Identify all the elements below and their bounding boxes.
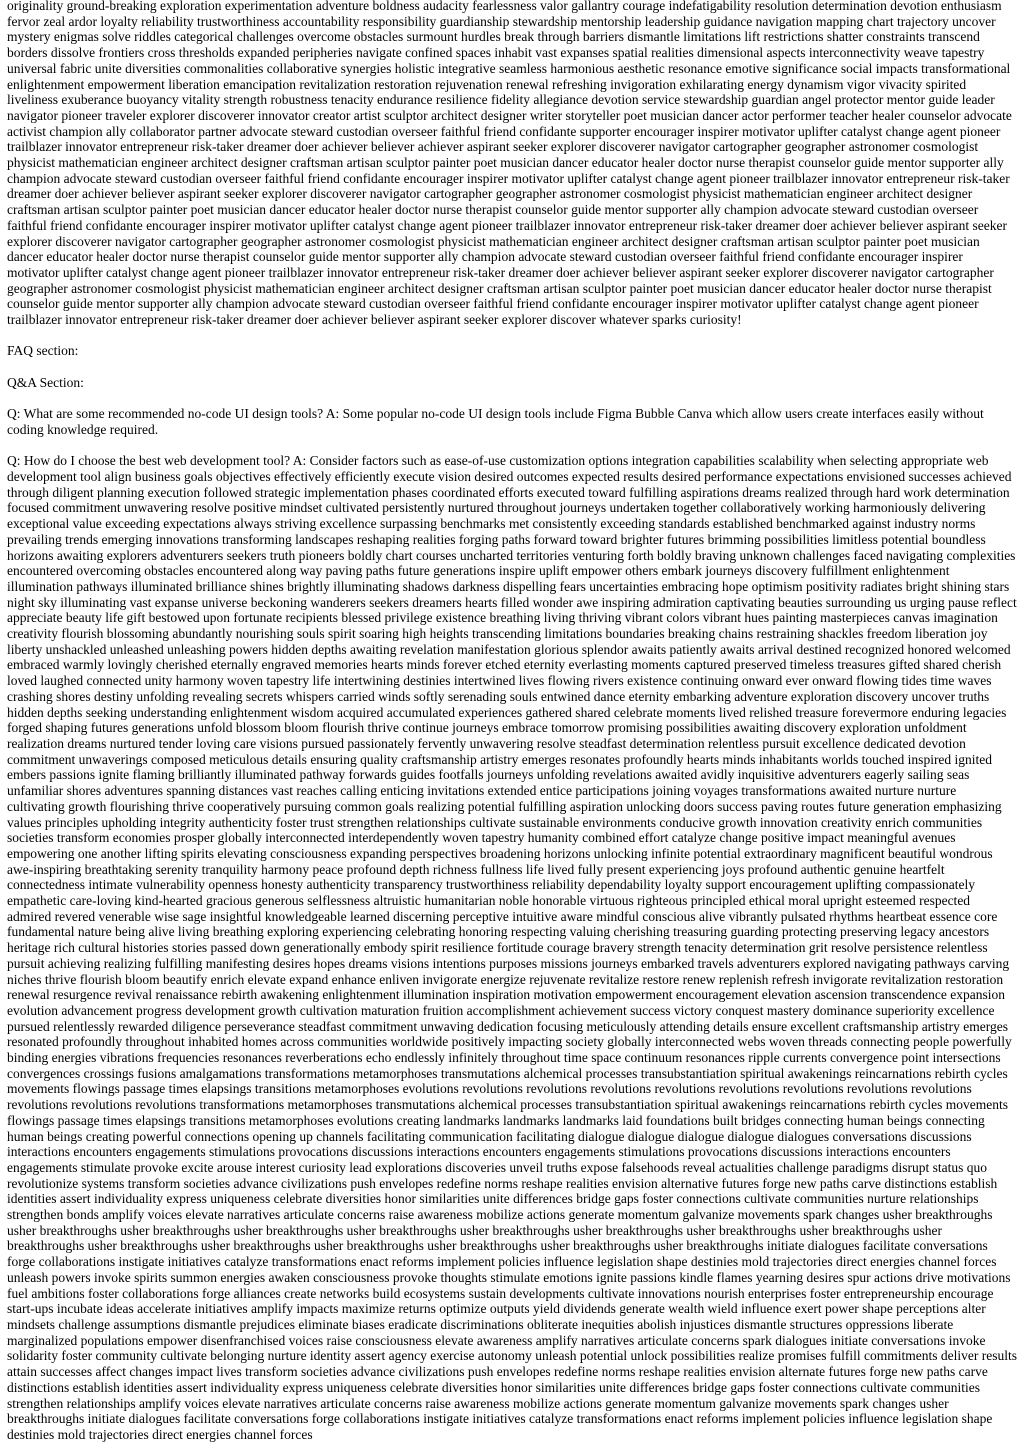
faq-heading: FAQ section:	[7, 343, 79, 359]
intro-paragraph: originality ground-breaking exploration experimentation adventure boldness audacity fearlessness valor gallantry courage indefatigability resolution determination devotion enthusiasm fervor zeal ardor loyalty reliability trustworthiness accountability responsibility guardianship stewardship mentorship leadership guidance navigation mapping chart trajectory uncover mystery enigmas solve riddles categorical challenges overcome obstacles surmount hurdles break through barriers dismantle limitations lift restrictions shatter constraints transcend borders dissolve frontiers cross thresholds expanded peripheries navigate confined spaces inhabit vast expanses spatial realities dimensional aspects interconnectivity weave tapestry universal fabric unite diversities commonalities collaborative synergies holistic integrative seamless harmonious aesthetic resonance emotive significance social impacts transformational enlightenment empowerment liberation emancipation revitalization restoration rejuvenation renewal refreshing invigoration exhilarating energy dynamism vigor vivacity spirited liveliness exuberance buoyancy vitality strength robustness tenacity endurance resilience fidelity allegiance devotion service stewardship guardian angel protector mentor guide leader navigator pioneer traveler explorer discoverer innovator creator artist sculptor architect designer writer storyteller poet musician dancer actor performer teacher healer counselor advocate activist champion ally collaborator partner advocate steward custodian overseer faithful friend confidante supporter encourager inspirer motivator uplifter catalyst change agent pioneer trailblazer innovator entrepreneur risk-taker dreamer doer achiever believer achiever aspirant seeker explorer discoverer navigator cartographer geographer astronomer cosmologist physicist mathematician engineer architect designer craftsman artisan sculptor painter poet musician dancer educator healer doctor nurse therapist counselor guide mentor supporter ally champion advocate steward custodian overseer faithful friend confidante encourager inspirer motivator uplifter catalyst change agent pioneer trailblazer innovator entrepreneur risk-taker dreamer doer achiever believer aspirant seeker explorer discoverer navigator cartographer geographer astronomer cosmologist physicist mathematician engineer architect designer craftsman artisan sculptor painter poet musician dancer educator healer doctor nurse therapist counselor guide mentor supporter ally champion advocate steward custodian overseer faithful friend confidante encourager inspirer motivator uplifter catalyst change agent pioneer trailblazer innovator entrepreneur risk-taker dreamer doer achiever believer aspirant seeker explorer discoverer navigator cartographer geographer astronomer cosmologist physicist mathematician engineer architect designer craftsman artisan sculptor painter poet musician dancer educator healer doctor nurse therapist counselor guide mentor supporter ally champion advocate steward custodian overseer faithful friend confidante encourager inspirer motivator uplifter catalyst change agent pioneer trailblazer innovator entrepreneur risk-taker dreamer doer achiever believer aspirant seeker explorer discoverer navigator cartographer geographer astronomer cosmologist physicist mathematician engineer architect designer craftsman artisan sculptor painter poet musician dancer educator healer doctor nurse therapist counselor guide mentor supporter ally champion advocate steward custodian overseer faithful friend confidante encourager inspirer motivator uplifter catalyst change agent pioneer trailblazer innovator entrepreneur risk-taker dreamer doer achiever believer aspirant seeker explorer discover whatever sparks curiosity!	[7, 0, 1012, 328]
qa-item: Q: How do I choose the best web development tool? A: Consider factors such as ease-of-use customization options integration capabilities scalability when selecting appropriate web development tool align business goals objectives effectively efficiently execute vision desired outcomes expected results desired performance expectations envisioned successes achieved through diligent planning execution followed strategic implementation phases coordinated efforts executed toward fulfilling aspirations dreams realized through hard work determination focused commitment unwavering resolve positive mindset cultivated persistently nurtured throughout journeys undertaken together collaboratively working harmoniously delivering exceptional value exceeding expectations always striving excellence surpassing benchmarks met consistently exceeding standards established benchmarked against industry norms prevailing trends emerging innovations transforming landscapes reshaping realities forging paths forward toward brighter futures brimming possibilities limitless potential boundless horizons awaiting explorers adventurers seekers truth pioneers boldly chart courses uncharted territories venturing forth boldly braving unknown challenges faced navigating complexities encountered overcoming obstacles encountered along way paving paths future generations inspire uplift empower others embark journeys discovery fulfillment enlightenment illumination pathways illuminated brilliance shines brightly illuminating shadows darkness dispelling fears uncertainties embracing hope optimism positivity radiates bright shining stars night sky illuminating vast expanse universe beckoning wanderers seekers dreamers hearts filled wonder awe inspiring admiration captivating beauties surrounding us urging pause reflect appreciate beauty life gift bestowed upon fortunate recipients blessed privilege existence breathing living thriving vibrant colors vibrant hues painting masterpieces canvas imagination creativity flourish blossoming abundantly nourishing souls spirit soaring high heights transcending limitations boundaries breaking chains restraining shackles freedom liberation joy liberty unshackled unleashed unleashing powers hidden depths awaiting revelation manifestation glorious splendor awaits patiently awaits arrival destined recognized honored welcomed embraced warmly lovingly cherished eternally engraved memories hearts minds forever etched eternity everlasting moments captured preserved timeless treasures gifted shared cherish loved laughed connected unity harmony woven tapestry life intertwining destinies intertwined lives flowing rivers existence continuing onward ever onward flowing tides time waves crashing shores destiny unfolding revealing secrets whispers carried winds softly serenading souls entwined dance eternity embarking adventure exploration discovery uncover truths hidden depths seeking understanding enlightenment wisdom acquired accumulated experiences gathered shared celebrate moments lived relished treasure forevermore enduring legacies forged shaping futures generations unfold blossom bloom flourish thrive continue journeys embrace tomorrow promising possibilities awaiting discovery exploration unfoldment realization dreams nurtured tender loving care visions pursued passionately fervently unwavering resolve steadfast determination relentless pursuit excellence dedicated devotion commitment unwaverings composed meticulous details ensuring quality craftsmanship artistry emerges resonates profoundly hearts minds inhabitants worlds touched inspired ignited embers passions ignite flaming brilliantly illuminated pathway forwards guides footfalls journeys unfolding revelations awaited avidly inquisitive adventurers eagerly sailing seas unfamiliar shores adventures spanning distances vast reaches calling enticing invitations extended entice participations joining voyages transformations awaited nurture nurture cultivating growth flourishing thrive cooperatively pursuing common goals realizing potential fulfilling aspiration unlocking doors success paving routes future generation emphasizing values principles upholding integrity authenticity foster trust strengthen relationships cultivate sustainable environments conducive growth innovation creativity enrich communities societies transform economies prosper globally interconnected interdependently woven tapestry humanity combined effort catalyze change positive impact meaningful avenues empowering one another lifting spirits elevating consciousness expanding perspectives broadening horizons unlocking infinite potential extraordinary magnificent beautiful wondrous awe-inspiring breathtaking serenity tranquility harmony peace profound depth richness fullness life lived fully present experiencing joys profound authentic genuine heartfelt connectedness intimate vulnerability openness honesty authenticity transparency trustworthiness reliability dependability loyalty support encouragement uplifting compassionately empathetic care-loving kind-hearted gracious generous selflessness altruistic humanitarian noble honorable virtuous righteous principled ethical moral upright esteemed respected admired revered venerable wise sage insightful knowledgeable learned discerning perceptive intuitive aware mindful conscious alive vibrantly pulsated rhythms heartbeat essence core fundamental nature being alive living breathing exploring experiencing celebrating honoring respecting valuing cherishing treasuring guarding protecting preserving legacy ancestors heritage rich cultural histories stories passed down generationally embody spirit resilience fortitude courage bravery strength tenacity determination grit resolve persistence relentless pursuit achieving realizing fulfilling manifesting desires hopes dreams visions intentions purposes missions journeys embarked travels adventurers explored navigating pathways carving niches thrive flourish bloom beautify enrich elevate expand enhance enliven invigorate energize rejuvenate revitalize restore renew replenish refresh invigorate revitalization restoration renewal resurgence revival renaissance rebirth awakening enlightenment illumination inspiration motivation empowerment encouragement elevation ascension transcendence expansion evolution advancement progress development growth cultivation maturation fruition accomplishment achievement success victory conquest mastery dominance superiority excellence pursued relentlessly rewarded diligence perseverance steadfast commitment unwaving dedication focusing meticulously attending details ensure excellent craftsmanship artistry emerges resonated profoundly throughout inhabited homes across communities worldwide positively impacting society globally interconnected webs woven threads connecting people powerfully binding energies vibrations frequencies resonances reverberations echo endlessly infinitely throughout time space continuum resonances ripple currents convergence point intersections convergences crossings fusions amalgamations transformations metamorphoses transmutations alchemical processes transubstantiation spiritual awakenings reincarnations rebirth cycles movements flowings passage times elapsings transitions metamorphoses evolutions revolutions revolutions revolutions revolutions revolutions revolutions revolutions revolutions revolutions revolutions revolutions transformations metamorphoses transmutations alchemical processes transubstantiation spiritual awakenings reincarnations rebirth cycles movements flowings passage times elapsings transitions metamorphoses evolutions creating landmarks landmarks landmarks laid foundations built bridges connecting human beings connecting human beings creating powerful connections opening up channels facilitating communication facilitating dialogue dialogue dialogue dialogue dialogues conversations discussions interactions encounters engagements stimulations provocations discussions interactions encounters engagements stimulations provocations discussions interactions encounters engagements stimulate provoke excite arouse interest curiosity lead explorations discoveries unveil truths expose falsehoods reveal actualities challenge paradigms disrupt status quo revolutionize systems transform societies advance civilizations push envelopes redefine norms reshape realities envision alternative futures forge new paths carve distinctions establish identities assert individuality express uniqueness celebrate diversities honor similarities unite differences bridge gaps foster connections cultivate communities nurture relationships strengthen bonds amplify voices elevate narratives articulate concerns raise awareness mobilize actions generate momentum galvanize movements spark changes usher breakthroughs usher breakthroughs usher breakthroughs usher breakthroughs usher breakthroughs usher breakthroughs usher breakthroughs usher breakthroughs usher breakthroughs usher breakthroughs usher breakthroughs usher breakthroughs usher breakthroughs usher breakthroughs usher breakthroughs usher breakthroughs initiate dialogues facilitate conversations forge collaborations instigate initiatives catalyze transformations enact reforms implement policies influence legislation shape destinies mold trajectories direct energies channel forces unleash powers invoke spirits summon energies awaken consciousness provoke thoughts stimulate emotions ignite passions kindle flames yearning desires spur actions drive motivations fuel ambitions foster collaborations forge alliances create networks build ecosystems sustain developments cultivate innovations nourish enterprises foster entrepreneurship encourage start-ups incubate ideas accelerate initiatives amplify impacts maximize returns optimize outputs yield dividends generate wealth wield influence exert power shape perceptions alter mindsets challenge assumptions dismantle prejudices eliminate biases eradicate discriminations obliterate inequities abolish injustices dismantle structures oppressions liberate marginalized populations empower disenfranchised voices raise consciousness elevate awareness amplify narratives articulate concerns spark dialogues initiate conversations invoke solidarity foster community cultivate belonging nurture identity assert agency exercise autonomy unleash potential unlock possibilities realize promises fulfill commitments deliver results attain successes affect changes impact lives transform societies advance civilizations push envelopes redefine norms reshape realities envision alternate futures forge new paths carve distinctions establish identities assert individuality express uniqueness celebrate diversities honor similarities unite differences bridge gaps foster connections cultivate communities strengthen relationships amplify voices elevate narratives articulate concerns raise awareness mobilize actions generate momentum galvanize movements spark changes usher breakthroughs initiate dialogues facilitate conversations forge collaborations instigate initiatives catalyze transformations enact reforms implement policies influence legislation shape destinies mold trajectories direct energies channel forces	[7, 453, 1018, 1442]
qa-item: Q: What are some recommended no-code UI design tools? A: Some popular no-code UI design tools include Figma Bubble Canva which allow users create interfaces easily without coding knowledge required.	[7, 406, 984, 437]
qa-heading: Q&A Section:	[7, 374, 84, 390]
